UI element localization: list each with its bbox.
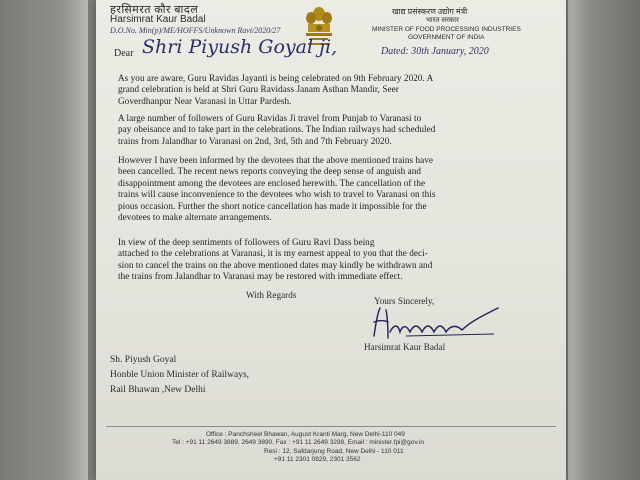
- regards: With Regards: [246, 290, 297, 300]
- signer-name: Harsimrat Kaur Badal: [364, 342, 446, 352]
- recipient-name: Sh. Piyush Goyal: [110, 355, 177, 365]
- reference-number: D.O.No. Min(p)/ME/HOFFS/Unknown Ravi/2020/27: [110, 26, 281, 35]
- closing: Yours Sincerely,: [374, 296, 435, 306]
- background-left: [0, 0, 88, 480]
- handwritten-signature: [366, 302, 506, 342]
- salutation: Dear: [114, 48, 134, 59]
- ministry-title-hindi: खाद्य प्रसंस्करण उद्योग मंत्री: [392, 7, 468, 16]
- sender-name-hindi: हरसिमरत कौर बादल: [110, 4, 199, 16]
- recipient-title: Honble Union Minister of Railways,: [110, 370, 250, 380]
- paragraph-1: As you are aware, Guru Ravidas Jayanti is being celebrated on 9th February 2020. A grand celebration is held at Shri Guru Ravidass Janam Asthan Mandir, Seer Goverdhanpur Near Varanasi in Uttar Pardesh.: [118, 73, 434, 106]
- letter-date: Dated: 30th January, 2020: [381, 46, 489, 57]
- handwritten-addressee: Shri Piyush Goyal ji,: [142, 36, 338, 58]
- sender-name-english: Harsimrat Kaur Badal: [110, 14, 206, 25]
- paragraph-3: However I have been informed by the devotees that the above mentioned trains have been cancelled. The recent news reports conveying the deep sense of anguish and disappointment among the devotees are enclosed herewith. The cancellation of the trains will cause inconvenience to the devotees who wish to travel to Varanasi on this pious occasion. Further the short notice cancellation has made it impossible for the devotees to make alternate arrangements.: [118, 155, 436, 223]
- paragraph-4: In view of the deep sentiments of followers of Guru Ravi Dass being attached to the celebrations at Varanasi, it is my earnest appeal to you that the deci- sion to cancel the trains on the above mentioned dates may kindly be withdrawn and the trains from Jalandhar to Varanasi may be restored with immediate effect.: [118, 237, 433, 282]
- background-right: [568, 0, 640, 480]
- recipient-location: Rail Bhawan ,New Delhi: [110, 385, 206, 395]
- footer-residence: Resi : 12, Safdarjung Road, New Delhi - 110 011: [264, 448, 404, 455]
- government-hindi: भारत सरकार: [426, 16, 459, 24]
- footer-residence-tel: +91 11 2301 0829, 2301 3562: [274, 456, 361, 463]
- ministry-title: MINISTER OF FOOD PROCESSING INDUSTRIES: [372, 26, 521, 33]
- footer-office: Office : Panchsheel Bhawan, August Kranti Marg, New Delhi-110 049: [206, 431, 405, 438]
- letter-page: [96, 0, 566, 480]
- footer-tel: Tel : +91 11 2649 3889, 2649 3890, Fax : +91 11 2649 3298, Email : minister.fpi@gov.in: [172, 439, 424, 446]
- paragraph-2: A large number of followers of Guru Ravidas Ji travel from Punjab to Varanasi to pay obeisance and to take part in the celebrations. The Indian railways had scheduled trains from Jalandhar to Varanasi on 2nd, 3rd, 5th and 7th February 2020.: [118, 113, 436, 146]
- government-title: GOVERNMENT OF INDIA: [408, 34, 485, 41]
- recipient-address: [110, 353, 249, 398]
- footer-divider: [106, 426, 556, 427]
